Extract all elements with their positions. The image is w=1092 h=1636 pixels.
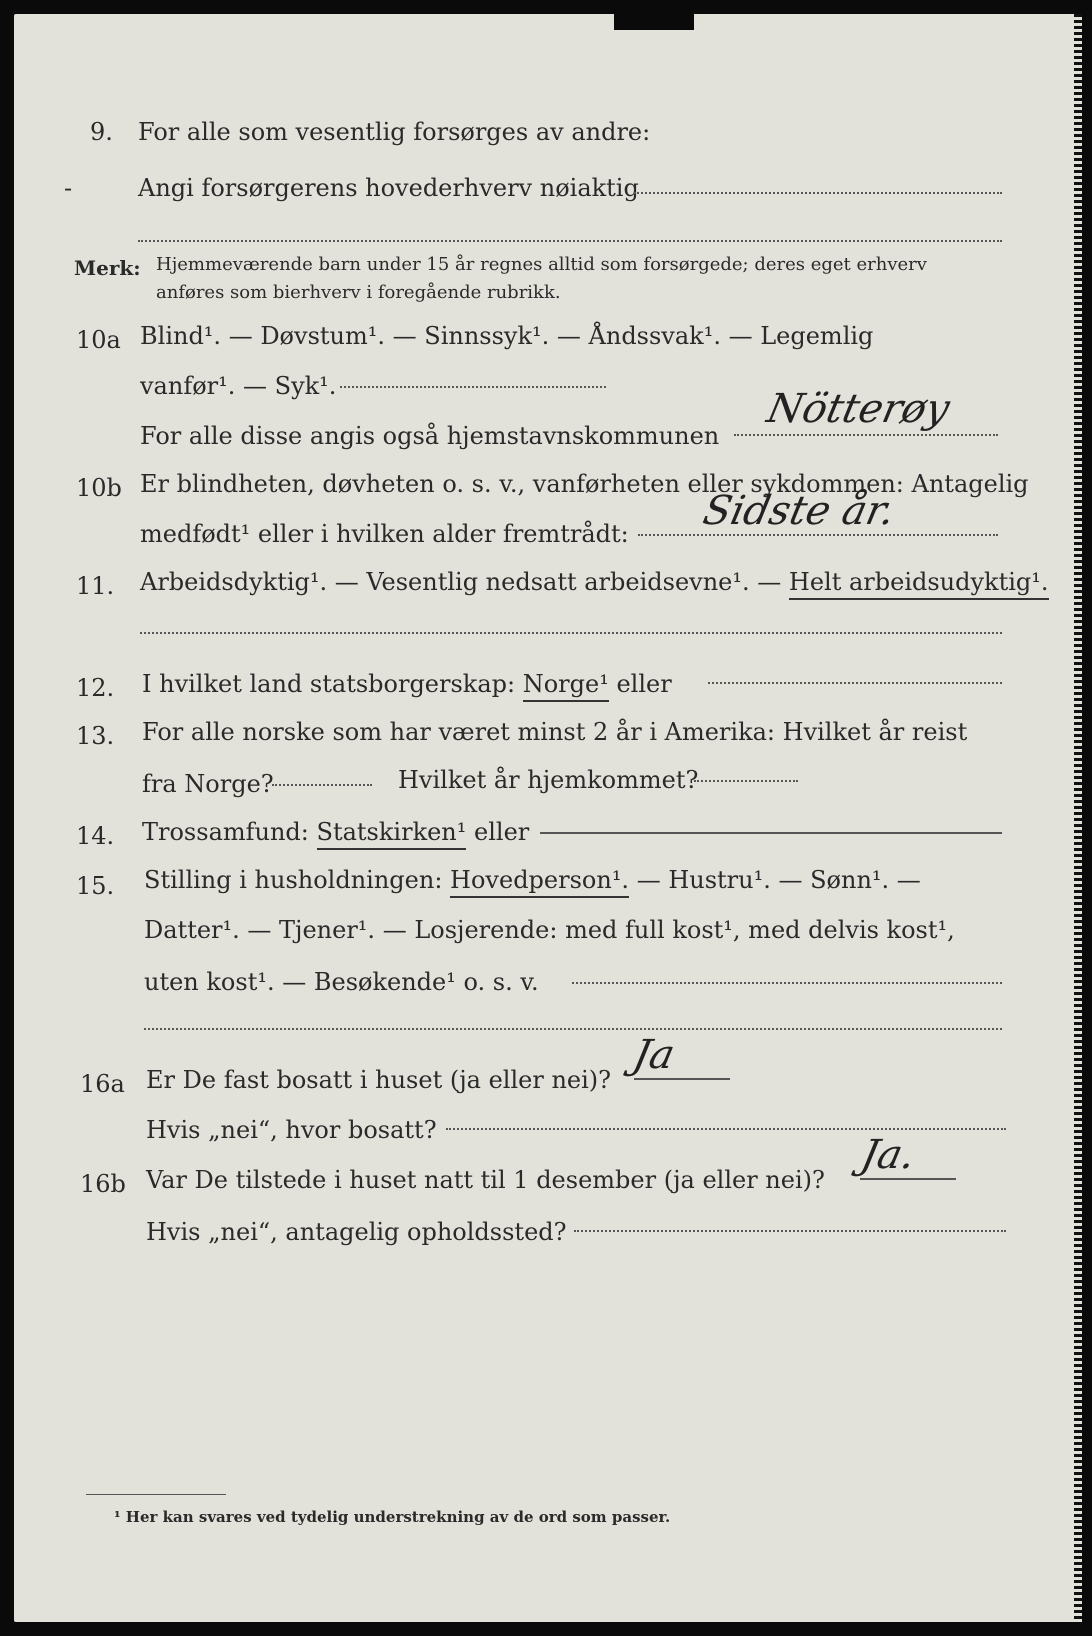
q10a-handwritten-answer: Nötterøy — [763, 386, 954, 432]
q16b-opholdssted-line[interactable] — [574, 1230, 1006, 1232]
q11-options[interactable]: Arbeidsdyktig¹. — Vesentlig nedsatt arbeidsevne¹. — — [140, 568, 789, 596]
q10a-syk-line[interactable] — [340, 386, 606, 388]
q16b-line2: Hvis „nei“, antagelig opholdssted? — [146, 1218, 567, 1246]
q16b-handwritten-answer: Ja. — [857, 1132, 920, 1178]
page-tab-notch — [614, 14, 694, 30]
q12-prompt: I hvilket land statsborgerskap: — [142, 670, 523, 698]
q15-prompt: Stilling i husholdningen: — [144, 866, 451, 894]
merk-line1: Hjemmeværende barn under 15 år regnes alltid som forsørgede; deres eget erhverv — [156, 254, 927, 275]
q16a-answer-line[interactable] — [634, 1078, 730, 1080]
q10b-answer-line[interactable] — [638, 534, 998, 536]
q11-text — [140, 568, 1049, 596]
q16a-number: 16a — [80, 1070, 125, 1098]
q16a-handwritten-answer: Ja — [629, 1032, 679, 1078]
footnote-separator — [86, 1494, 226, 1495]
q11-extra-line[interactable] — [140, 632, 1002, 634]
q14-eller: eller — [466, 818, 530, 846]
q9-answer-line[interactable] — [634, 192, 1002, 194]
q16a-line1: Er De fast bosatt i huset (ja eller nei)? — [146, 1066, 612, 1094]
q13-line1: For alle norske som har været minst 2 år i Amerika: Hvilket år reist — [142, 718, 968, 746]
q10b-line2: medfødt¹ eller i hvilken alder fremtrådt: — [140, 520, 629, 548]
q9-number: 9. — [90, 118, 113, 146]
q15-answer-line[interactable] — [572, 982, 1002, 984]
q10a-line2: vanfør¹. — Syk¹. — [140, 372, 337, 400]
q10a-answer-line[interactable] — [734, 434, 998, 436]
q14-answer-line[interactable] — [540, 832, 1002, 834]
q9-line1: For alle som vesentlig forsørges av andre: — [138, 118, 651, 146]
q15-line1 — [144, 866, 921, 894]
q15-number: 15. — [76, 872, 115, 900]
census-form-page — [14, 14, 1076, 1622]
q13-number: 13. — [76, 722, 115, 750]
q11-selected-option[interactable]: Helt arbeidsudyktig¹. — [789, 568, 1049, 600]
q14-number: 14. — [76, 822, 115, 850]
q16b-line1: Var De tilstede i huset natt til 1 desember (ja eller nei)? — [146, 1166, 825, 1194]
q10a-line1: Blind¹. — Døvstum¹. — Sinnssyk¹. — Åndssvak¹. — Legemlig — [140, 322, 874, 350]
q15-line3[interactable]: uten kost¹. — Besøkende¹ o. s. v. — [144, 968, 539, 996]
q12-number: 12. — [76, 674, 115, 702]
q15-selected-option[interactable]: Hovedperson¹. — [450, 866, 629, 898]
footnote: ¹ Her kan svares ved tydelig understrekning av de ord som passer. — [114, 1508, 671, 1526]
q12-eller: eller — [608, 670, 672, 698]
q15-extra-line[interactable] — [144, 1028, 1002, 1030]
q9-answer-line-2[interactable] — [138, 240, 1002, 242]
q13-hjemkommet-line[interactable] — [694, 780, 798, 782]
q9-line2: Angi forsørgerens hovederhverv nøiaktig — [138, 174, 639, 202]
q15-options-rest[interactable]: — Hustru¹. — Sønn¹. — — [629, 866, 921, 894]
q10b-handwritten-answer: Sidste år. — [699, 488, 899, 534]
q16b-answer-line[interactable] — [860, 1178, 956, 1180]
q13-reist-line[interactable] — [272, 784, 372, 786]
q16b-number: 16b — [80, 1170, 126, 1198]
q13-line2a: fra Norge? — [142, 770, 274, 798]
q16a-bosatt-line[interactable] — [446, 1128, 1006, 1130]
q14-selected-option[interactable]: Statskirken¹ — [317, 818, 467, 850]
q12-selected-option[interactable]: Norge¹ — [523, 670, 609, 702]
q15-line2[interactable]: Datter¹. — Tjener¹. — Losjerende: med full kost¹, med delvis kost¹, — [144, 916, 955, 944]
q14-prompt: Trossamfund: — [142, 818, 317, 846]
q13-line2b: Hvilket år hjemkommet? — [398, 766, 699, 794]
merk-label: Merk: — [74, 256, 141, 280]
q12-text — [142, 670, 672, 698]
q10b-number: 10b — [76, 474, 122, 502]
q10b-line1: Er blindheten, døvheten o. s. v., vanførheten eller sykdommen: Antagelig — [140, 470, 1029, 498]
q11-number: 11. — [76, 572, 115, 600]
q14-text — [142, 818, 529, 846]
q12-answer-line[interactable] — [708, 682, 1002, 684]
q16a-line2: Hvis „nei“, hvor bosatt? — [146, 1116, 437, 1144]
merk-line2: anføres som bierhverv i foregående rubrikk. — [156, 282, 561, 303]
q10a-line3: For alle disse angis også hjemstavnskommunen — [140, 422, 720, 450]
perforated-edge — [1074, 14, 1082, 1622]
q10a-number: 10a — [76, 326, 121, 354]
dash-mark: - — [64, 174, 73, 202]
